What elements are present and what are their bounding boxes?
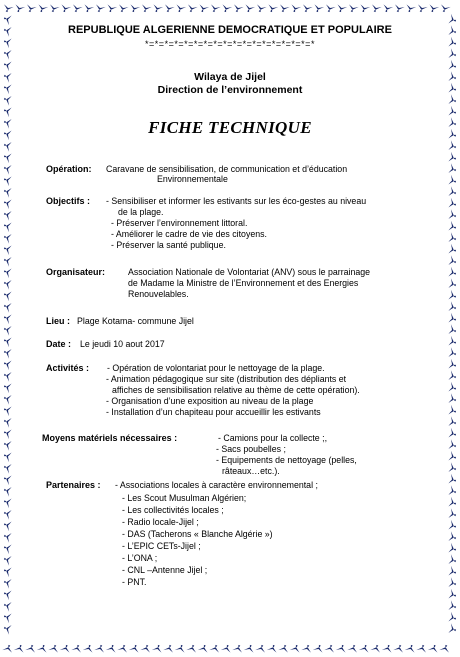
bird-ornament bbox=[3, 565, 13, 577]
bird-ornament bbox=[3, 427, 13, 439]
bird-ornament bbox=[94, 3, 106, 13]
bird-ornament bbox=[447, 278, 457, 290]
bird-ornament bbox=[3, 600, 13, 612]
organisateur-line: Association Nationale de Volontariat (ANV) sous le parrainage bbox=[128, 267, 371, 277]
partenaires-label: Partenaires : bbox=[46, 480, 101, 490]
bird-ornament bbox=[447, 393, 457, 405]
bird-ornament bbox=[36, 3, 48, 13]
bird-ornament bbox=[3, 347, 13, 359]
bird-ornament bbox=[447, 485, 457, 497]
wilaya-heading: Wilaya de Jijel bbox=[194, 71, 266, 83]
bird-ornament bbox=[3, 266, 13, 278]
objectif-line: de la plage. bbox=[118, 207, 164, 217]
bird-ornament bbox=[447, 221, 457, 233]
bird-ornament bbox=[255, 644, 267, 654]
bird-ornament bbox=[2, 3, 14, 13]
operation-line: Caravane de sensibilisation, de communication et d’éducation bbox=[106, 164, 348, 174]
bird-ornament bbox=[3, 496, 13, 508]
bird-ornament bbox=[3, 508, 13, 520]
bird-ornament bbox=[3, 588, 13, 600]
bird-ornament bbox=[3, 220, 13, 232]
bird-ornament bbox=[347, 644, 359, 654]
bird-ornament bbox=[3, 186, 13, 198]
bird-ornament bbox=[60, 644, 72, 654]
bird-ornament bbox=[3, 140, 13, 152]
bird-ornament bbox=[439, 3, 451, 13]
bird-ornament bbox=[221, 644, 233, 654]
bird-ornament bbox=[447, 577, 457, 589]
bird-ornament bbox=[3, 128, 13, 140]
bird-ornament bbox=[163, 644, 175, 654]
bird-ornament bbox=[3, 209, 13, 221]
bird-ornament bbox=[427, 3, 439, 13]
bird-ornament bbox=[324, 3, 336, 13]
bird-ornament bbox=[3, 324, 13, 336]
bird-ornament bbox=[447, 600, 457, 612]
bird-ornament bbox=[428, 644, 440, 654]
bird-ornament bbox=[3, 462, 13, 474]
bird-ornament bbox=[232, 644, 244, 654]
document-content bbox=[20, 18, 440, 638]
bird-ornament bbox=[447, 359, 457, 371]
bird-ornament bbox=[209, 644, 221, 654]
bird-ornament bbox=[405, 644, 417, 654]
bird-ornament bbox=[447, 71, 457, 83]
bird-ornament bbox=[301, 3, 313, 13]
bird-ornament bbox=[290, 644, 302, 654]
bird-ornament bbox=[3, 611, 13, 623]
bird-ornament bbox=[3, 289, 13, 301]
activite-line: - Opération de volontariat pour le nettoyage de la plage. bbox=[107, 363, 325, 373]
bird-ornament bbox=[48, 644, 60, 654]
bird-ornament bbox=[3, 48, 13, 60]
bird-ornament bbox=[447, 106, 457, 118]
bird-ornament bbox=[106, 644, 118, 654]
bird-ornament bbox=[3, 473, 13, 485]
operation-label: Opération: bbox=[46, 164, 92, 174]
bird-ornament bbox=[3, 117, 13, 129]
bird-ornament bbox=[370, 3, 382, 13]
bird-ornament bbox=[447, 14, 457, 26]
bird-ornament bbox=[232, 3, 244, 13]
bird-ornament bbox=[140, 3, 152, 13]
bird-ornament bbox=[267, 644, 279, 654]
bird-ornament bbox=[174, 3, 186, 13]
bird-ornament bbox=[83, 644, 95, 654]
bird-ornament bbox=[447, 623, 457, 635]
partenaire-line: - PNT. bbox=[122, 577, 147, 587]
bird-ornament bbox=[37, 644, 49, 654]
activite-line: affiches de sensibilisation relative au thème de cette opération). bbox=[112, 385, 360, 395]
bird-ornament bbox=[3, 25, 13, 37]
bird-ornament bbox=[3, 358, 13, 370]
bird-ornament bbox=[197, 3, 209, 13]
partenaire-line: - L’ONA ; bbox=[122, 553, 158, 563]
bird-ornament bbox=[447, 336, 457, 348]
bird-ornament bbox=[3, 13, 13, 25]
bird-ornament bbox=[3, 335, 13, 347]
activite-line: - Animation pédagogique sur site (distribution des dépliants et bbox=[106, 374, 347, 384]
bird-ornament bbox=[105, 3, 117, 13]
partenaire-line: - DAS (Tacherons « Blanche Algérie ») bbox=[122, 529, 273, 539]
bird-ornament bbox=[447, 152, 457, 164]
bird-ornament bbox=[393, 644, 405, 654]
partenaire-line: - CNL –Antenne Jijel ; bbox=[122, 565, 208, 575]
bird-ornament bbox=[220, 3, 232, 13]
bird-ornament bbox=[447, 175, 457, 187]
objectif-line: - Préserver l’environnement littoral. bbox=[111, 218, 248, 228]
activite-line: - Installation d’un chapiteau pour accueillir les estivants bbox=[106, 407, 321, 417]
bird-ornament bbox=[447, 405, 457, 417]
bird-ornament bbox=[117, 644, 129, 654]
document-title: FICHE TECHNIQUE bbox=[148, 118, 312, 137]
bird-ornament bbox=[324, 644, 336, 654]
bird-ornament bbox=[358, 3, 370, 13]
bird-ornament bbox=[3, 404, 13, 416]
moyen-line: râteaux…etc.). bbox=[222, 466, 280, 476]
bird-ornament bbox=[3, 59, 13, 71]
bird-ornament bbox=[3, 255, 13, 267]
bird-ornament bbox=[447, 25, 457, 37]
bird-ornament bbox=[447, 209, 457, 221]
bird-ornament bbox=[3, 554, 13, 566]
bird-ornament bbox=[82, 3, 94, 13]
bird-ornament bbox=[447, 290, 457, 302]
bird-ornament bbox=[71, 3, 83, 13]
bird-ornament bbox=[266, 3, 278, 13]
bird-ornament bbox=[447, 244, 457, 256]
lieu-value: Plage Kotama- commune Jijel bbox=[77, 316, 194, 326]
bird-ornament bbox=[439, 644, 451, 654]
moyen-line: - Equipements de nettoyage (pelles, bbox=[216, 455, 357, 465]
bird-ornament bbox=[447, 612, 457, 624]
bird-ornament bbox=[301, 644, 313, 654]
bird-ornament bbox=[3, 82, 13, 94]
moyens-label: Moyens matériels nécessaires : bbox=[42, 433, 178, 443]
bird-ornament bbox=[447, 428, 457, 440]
bird-ornament bbox=[447, 117, 457, 129]
bird-ornament bbox=[393, 3, 405, 13]
stars-separator: *=*=*=*=*=*=*=*=*=*=*=*=*=*=*=*=*=* bbox=[145, 39, 315, 49]
bird-ornament bbox=[3, 577, 13, 589]
partenaire-line: - Radio locale-Jijel ; bbox=[122, 517, 199, 527]
direction-heading: Direction de l’environnement bbox=[157, 84, 303, 96]
organisateur-line: Renouvelables. bbox=[128, 289, 189, 299]
bird-ornament bbox=[25, 3, 37, 13]
bird-ornament bbox=[404, 3, 416, 13]
bird-ornament bbox=[243, 3, 255, 13]
bird-ornament bbox=[447, 267, 457, 279]
bird-ornament bbox=[447, 129, 457, 141]
partenaire-line: - Les Scout Musulman Algérien; bbox=[122, 493, 247, 503]
bird-ornament bbox=[129, 644, 141, 654]
bird-ornament bbox=[447, 140, 457, 152]
bird-ornament bbox=[447, 416, 457, 428]
bird-ornament bbox=[3, 531, 13, 543]
bird-ornament bbox=[370, 644, 382, 654]
bird-ornament bbox=[447, 451, 457, 463]
bird-ornament bbox=[447, 232, 457, 244]
bird-ornament bbox=[335, 3, 347, 13]
bird-ornament bbox=[447, 347, 457, 359]
bird-ornament bbox=[447, 60, 457, 72]
bird-ornament bbox=[151, 3, 163, 13]
bird-ornament bbox=[13, 3, 25, 13]
bird-ornament bbox=[336, 644, 348, 654]
bird-ornament bbox=[3, 71, 13, 83]
bird-ornament bbox=[447, 37, 457, 49]
bird-ornament bbox=[447, 163, 457, 175]
moyen-line: - Sacs poubelles ; bbox=[216, 444, 286, 454]
bird-ornament bbox=[244, 644, 256, 654]
bird-ornament bbox=[3, 197, 13, 209]
bird-ornament bbox=[3, 312, 13, 324]
objectif-line: - Sensibiliser et informer les estivants sur les éco-gestes au niveau bbox=[106, 196, 367, 206]
objectifs-label: Objectifs : bbox=[46, 196, 91, 206]
organisateur-line: de Madame la Ministre de l’Environnement et des Energies bbox=[128, 278, 359, 288]
bird-ornament bbox=[140, 644, 152, 654]
bird-ornament bbox=[14, 644, 26, 654]
bird-ornament bbox=[3, 381, 13, 393]
bird-ornament bbox=[186, 3, 198, 13]
bird-ornament bbox=[312, 3, 324, 13]
bird-ornament bbox=[3, 485, 13, 497]
bird-ornament bbox=[447, 543, 457, 555]
bird-ornament bbox=[186, 644, 198, 654]
bird-ornament bbox=[3, 623, 13, 635]
bird-ornament bbox=[3, 450, 13, 462]
bird-ornament bbox=[447, 439, 457, 451]
partenaire-line: - Associations locales à caractère environnemental ; bbox=[115, 480, 318, 490]
bird-ornament bbox=[278, 3, 290, 13]
bird-ornament bbox=[447, 589, 457, 601]
bird-ornament bbox=[447, 382, 457, 394]
organisateur-label: Organisateur: bbox=[46, 267, 106, 277]
partenaire-line: - L’EPIC CETs-Jijel ; bbox=[122, 541, 201, 551]
bird-ornament bbox=[2, 644, 14, 654]
bird-ornament bbox=[3, 232, 13, 244]
bird-ornament bbox=[3, 439, 13, 451]
bird-ornament bbox=[152, 644, 164, 654]
republic-heading: REPUBLIQUE ALGERIENNE DEMOCRATIQUE ET POPULAIRE bbox=[68, 24, 392, 36]
bird-ornament bbox=[447, 462, 457, 474]
bird-ornament bbox=[278, 644, 290, 654]
lieu-label: Lieu : bbox=[46, 316, 70, 326]
bird-ornament bbox=[71, 644, 83, 654]
bird-ornament bbox=[447, 186, 457, 198]
bird-ornament bbox=[359, 644, 371, 654]
bird-ornament bbox=[416, 3, 428, 13]
bird-ornament bbox=[175, 644, 187, 654]
bird-ornament bbox=[25, 644, 37, 654]
bird-ornament bbox=[381, 3, 393, 13]
bird-ornament bbox=[447, 324, 457, 336]
bird-ornament bbox=[447, 497, 457, 509]
bird-ornament bbox=[447, 83, 457, 95]
bird-ornament bbox=[209, 3, 221, 13]
bird-ornament bbox=[163, 3, 175, 13]
bird-ornament bbox=[447, 474, 457, 486]
partenaire-line: - Les collectivités locales ; bbox=[122, 505, 224, 515]
objectif-line: - Améliorer le cadre de vie des citoyens. bbox=[111, 229, 267, 239]
activites-label: Activités : bbox=[46, 363, 90, 373]
objectif-line: - Préserver la santé publique. bbox=[111, 240, 226, 250]
bird-ornament bbox=[447, 554, 457, 566]
bird-ornament bbox=[94, 644, 106, 654]
bird-ornament bbox=[447, 566, 457, 578]
bird-ornament bbox=[447, 520, 457, 532]
bird-ornament bbox=[447, 255, 457, 267]
bird-ornament bbox=[3, 105, 13, 117]
bird-ornament bbox=[289, 3, 301, 13]
bird-ornament bbox=[117, 3, 129, 13]
date-label: Date : bbox=[46, 339, 72, 349]
bird-ornament bbox=[59, 3, 71, 13]
date-value: Le jeudi 10 aout 2017 bbox=[80, 339, 165, 349]
bird-ornament bbox=[447, 508, 457, 520]
bird-ornament bbox=[48, 3, 60, 13]
activite-line: - Organisation d’une exposition au niveau de la plage bbox=[106, 396, 314, 406]
bird-ornament bbox=[3, 393, 13, 405]
bird-ornament bbox=[3, 542, 13, 554]
operation-line: Environnementale bbox=[157, 174, 228, 184]
bird-ornament bbox=[447, 301, 457, 313]
bird-ornament bbox=[447, 94, 457, 106]
bird-ornament bbox=[3, 163, 13, 175]
bird-ornament bbox=[382, 644, 394, 654]
bird-ornament bbox=[3, 370, 13, 382]
bird-ornament bbox=[447, 531, 457, 543]
bird-ornament bbox=[3, 278, 13, 290]
bird-ornament bbox=[3, 174, 13, 186]
bird-ornament bbox=[3, 94, 13, 106]
bird-ornament bbox=[447, 198, 457, 210]
bird-ornament bbox=[416, 644, 428, 654]
bird-ornament bbox=[447, 313, 457, 325]
bird-ornament bbox=[447, 48, 457, 60]
bird-ornament bbox=[3, 301, 13, 313]
bird-ornament bbox=[3, 519, 13, 531]
bird-ornament bbox=[3, 151, 13, 163]
bird-ornament bbox=[198, 644, 210, 654]
bird-ornament bbox=[3, 36, 13, 48]
bird-ornament bbox=[3, 416, 13, 428]
moyen-line: - Camions pour la collecte ;, bbox=[218, 433, 328, 443]
bird-ornament bbox=[347, 3, 359, 13]
bird-ornament bbox=[3, 243, 13, 255]
bird-ornament bbox=[447, 370, 457, 382]
bird-ornament bbox=[255, 3, 267, 13]
bird-ornament bbox=[313, 644, 325, 654]
bird-ornament bbox=[128, 3, 140, 13]
